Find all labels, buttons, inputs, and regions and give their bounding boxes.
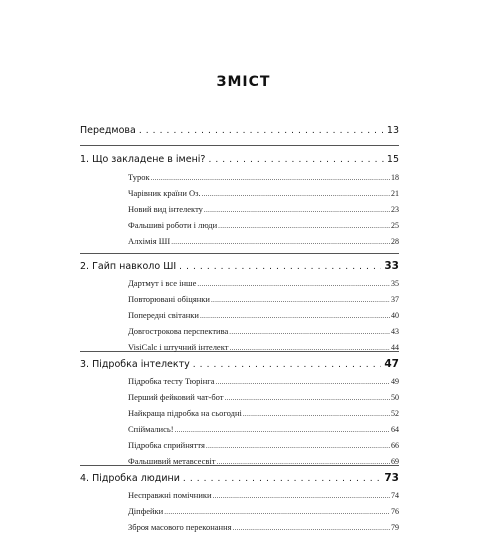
toc-chapter-2[interactable] xyxy=(80,260,399,272)
toc-item-label: Найкраща підробка на сьогодні xyxy=(128,408,242,418)
toc-item-label: Новий вид інтелекту xyxy=(128,204,203,214)
toc-chapter-1[interactable] xyxy=(80,154,399,165)
toc-item-label: Дартмут і все інше xyxy=(128,278,197,288)
toc-item-label: Повторювані обіцянки xyxy=(128,294,210,304)
toc-item-label: Попередні світанки xyxy=(128,310,199,320)
toc-item-page: 52 xyxy=(391,409,399,418)
leader-dots xyxy=(171,238,390,246)
leader-dots xyxy=(216,458,390,466)
toc-chapter-page: 47 xyxy=(384,358,399,370)
toc-preface-page: 13 xyxy=(386,125,399,136)
toc-item-page: 23 xyxy=(391,205,399,214)
leader-dots xyxy=(175,426,390,434)
toc-item-label: Фальшиві роботи і люди xyxy=(128,220,218,230)
leader-dots xyxy=(200,312,390,320)
leader-dots xyxy=(151,174,390,182)
toc-item[interactable] xyxy=(128,456,399,466)
toc-item-label: VisiCalc і штучний інтелект xyxy=(128,342,229,352)
leader-dots xyxy=(206,442,390,450)
toc-chapter-page: 33 xyxy=(384,260,399,272)
toc-item-page: 76 xyxy=(391,507,399,516)
toc-item-label: Турок xyxy=(128,172,150,182)
toc-item[interactable] xyxy=(128,376,399,386)
toc-item-page: 44 xyxy=(391,343,399,352)
leader-dots xyxy=(225,394,391,402)
toc-item-label: Несправжні помічники xyxy=(128,490,212,500)
toc-chapter-label: 4. Підробка людини xyxy=(80,473,180,484)
toc-item-label: Довгострокова перспектива xyxy=(128,326,229,336)
leader-dots xyxy=(197,280,390,288)
toc-item[interactable] xyxy=(128,392,399,402)
leader-dots xyxy=(179,262,381,272)
toc-item-page: 74 xyxy=(391,491,399,500)
toc-preface[interactable] xyxy=(80,125,399,136)
leader-dots xyxy=(193,360,382,370)
toc-item-page: 50 xyxy=(391,393,399,402)
toc-item[interactable] xyxy=(128,188,399,198)
leader-dots xyxy=(183,474,381,484)
leader-dots xyxy=(202,190,390,198)
leader-dots xyxy=(216,378,390,386)
toc-item-label: Алхімія ШІ xyxy=(128,236,171,246)
leader-dots xyxy=(211,296,390,304)
toc-chapter-label: 2. Гайп навколо ШІ xyxy=(80,261,177,272)
leader-dots xyxy=(208,155,383,165)
toc-chapter-3[interactable] xyxy=(80,358,399,370)
leader-dots xyxy=(243,410,390,418)
toc-item[interactable] xyxy=(128,342,399,352)
toc-item-page: 35 xyxy=(391,279,399,288)
page-title: ЗМІСТ xyxy=(216,74,271,90)
toc-chapter-label: 3. Підробка інтелекту xyxy=(80,359,190,370)
leader-dots xyxy=(229,344,390,352)
leader-dots xyxy=(218,222,390,230)
leader-dots xyxy=(229,328,390,336)
toc-item-label: Зброя масового переконання xyxy=(128,522,232,532)
toc-item-page: 28 xyxy=(391,237,399,246)
toc-item-page: 18 xyxy=(391,173,399,182)
toc-item-page: 40 xyxy=(391,311,399,320)
toc-item-page: 37 xyxy=(391,295,399,304)
leader-dots xyxy=(204,206,390,214)
toc-chapter-label: 1. Що закладене в імені? xyxy=(80,154,206,165)
toc-item[interactable] xyxy=(128,294,399,304)
toc-item-label: Фальшивий метавсесвіт xyxy=(128,456,216,466)
leader-dots xyxy=(213,492,390,500)
toc-chapter-page: 15 xyxy=(386,154,399,165)
toc-chapter-4[interactable] xyxy=(80,472,399,484)
toc-item-page: 69 xyxy=(391,457,399,466)
leader-dots xyxy=(233,524,390,532)
toc-item-page: 25 xyxy=(391,221,399,230)
toc-item-page: 49 xyxy=(391,377,399,386)
toc-item[interactable] xyxy=(128,424,399,434)
toc-chapter-page: 73 xyxy=(384,472,399,484)
toc-item[interactable] xyxy=(128,408,399,418)
toc-item[interactable] xyxy=(128,326,399,336)
toc-preface-label: Передмова xyxy=(80,125,136,136)
leader-dots xyxy=(139,126,384,136)
toc-item[interactable] xyxy=(128,440,399,450)
toc-item[interactable] xyxy=(128,204,399,214)
toc-item[interactable] xyxy=(128,310,399,320)
separator xyxy=(80,253,399,254)
toc-item[interactable] xyxy=(128,522,399,532)
toc-item-page: 64 xyxy=(391,425,399,434)
toc-item-page: 79 xyxy=(391,523,399,532)
toc-item-page: 21 xyxy=(391,189,399,198)
toc-item-label: Спіймались! xyxy=(128,424,174,434)
toc-item-page: 43 xyxy=(391,327,399,336)
toc-item[interactable] xyxy=(128,278,399,288)
toc-item-label: Діпфейки xyxy=(128,506,164,516)
toc-item[interactable] xyxy=(128,490,399,500)
toc-item-label: Перший фейковий чат-бот xyxy=(128,392,224,402)
leader-dots xyxy=(164,508,390,516)
toc-item-label: Підробка сприйняття xyxy=(128,440,205,450)
toc-item[interactable] xyxy=(128,236,399,246)
toc-item[interactable] xyxy=(128,220,399,230)
toc-item[interactable] xyxy=(128,172,399,182)
toc-item-label: Підробка тесту Тюрінга xyxy=(128,376,215,386)
toc-item-label: Чарівник країни Оз. xyxy=(128,188,201,198)
toc-item[interactable] xyxy=(128,506,399,516)
toc-item-page: 66 xyxy=(391,441,399,450)
separator xyxy=(80,145,399,146)
